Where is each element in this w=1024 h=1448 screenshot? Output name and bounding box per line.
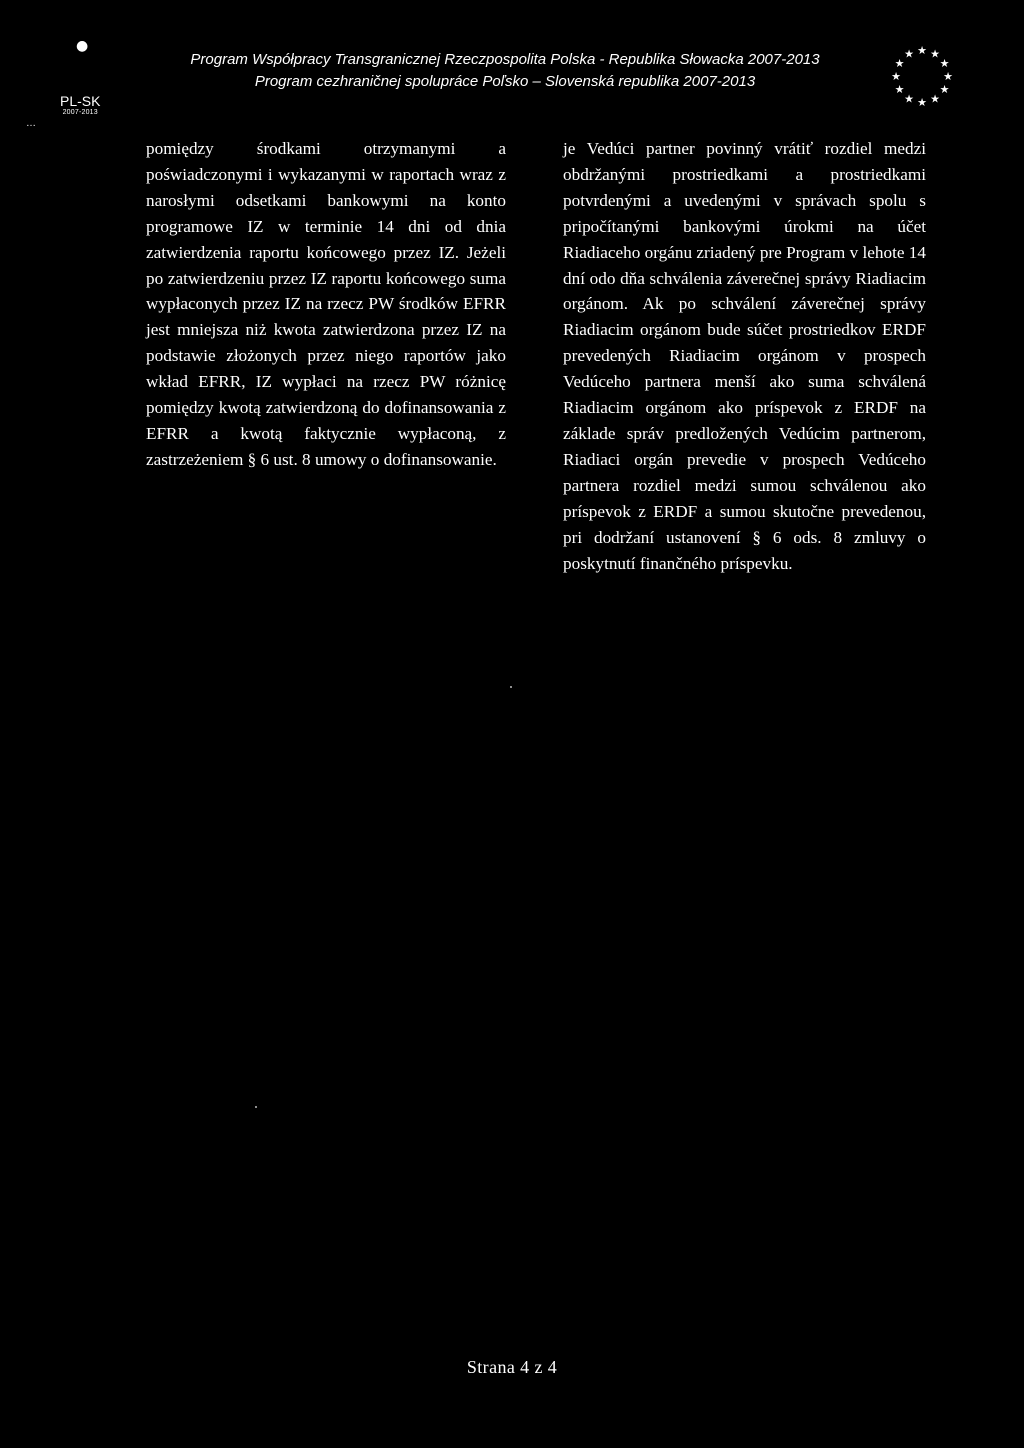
scan-speck xyxy=(510,686,512,688)
star-icon: ★ xyxy=(930,92,940,106)
header-line-polish: Program Współpracy Transgranicznej Rzeczpospolita Polska - Republika Słowacka 2007-2013 xyxy=(190,51,820,68)
eu-flag-icon xyxy=(886,40,958,112)
star-icon: ★ xyxy=(917,44,927,57)
star-icon: ★ xyxy=(904,47,914,61)
star-icon: ★ xyxy=(939,57,950,70)
logo-years: 2007-2013 xyxy=(62,109,98,116)
star-icon: ★ xyxy=(894,57,905,70)
text-column-slovak: je Vedúci partner povinný vrátiť rozdiel medzi obdržanými prostriedkami a prostriedkami potvrdenými a uvedenými v správach spolu s pripočítanými bankovými úrokmi na účet Riadiaceho orgánu zriadený pre Program v lehote 14 dní odo dňa schválenia záverečnej správy Riadiacim orgánom. Ak po schválení záverečnej správy Riadiacim orgánom bude súčet prostriedkov ERDF prevedených Riadiacim orgánom v prospech Vedúceho partnera menší ako suma schválená Riadiacim orgánom ako príspevok z ERDF na základe správ predložených Vedúcim partnerom, Riadiaci orgán prevedie v prospech Vedúceho partnera rozdiel medzi sumou schválenou ako príspevok z ERDF a sumou skutočne prevedenou, pri dodržaní ustanovení § 6 ods. 8 zmluvy o poskytnutí finančného príspevku. xyxy=(563,139,926,573)
page-number: Strana 4 z 4 xyxy=(466,1357,558,1377)
scan-speck xyxy=(255,1106,257,1108)
program-logo-icon: ● xyxy=(76,38,89,54)
document-header xyxy=(180,49,830,93)
star-icon: ★ xyxy=(917,96,927,109)
star-icon: ★ xyxy=(894,83,905,96)
text-column-polish: pomiędzy środkami otrzymanymi a poświadczonymi i wykazanymi w raportach wraz z narosłymi odsetkami bankowymi na konto programowe IZ w terminie 14 dni od dnia zatwierdzenia raportu końcowego przez IZ. Jeżeli po zatwierdzeniu przez IZ raportu końcowego suma wypłaconych przez IZ na rzecz PW środków EFRR jest mniejsza niż kwota zatwierdzona przez IZ na podstawie złożonych przez niego raportów jako wkład EFRR, IZ wypłaci na rzecz PW różnicę pomiędzy kwotą zatwierdzoną do dofinansowania z EFRR a kwotą faktycznie wypłaconą, z zastrzeżeniem § 6 ust. 8 umowy o dofinansowanie. xyxy=(146,139,506,469)
star-icon: ★ xyxy=(939,83,950,96)
program-logo xyxy=(60,94,100,117)
star-icon: ★ xyxy=(891,70,901,83)
logo-label: PL-SK xyxy=(60,93,101,109)
ellipsis-mark: … xyxy=(26,118,36,129)
star-icon: ★ xyxy=(943,70,953,83)
star-icon: ★ xyxy=(930,47,940,61)
header-line-slovak: Program cezhraničnej spolupráce Poľsko – Slovenská republika 2007-2013 xyxy=(254,73,756,90)
star-icon: ★ xyxy=(904,92,914,106)
